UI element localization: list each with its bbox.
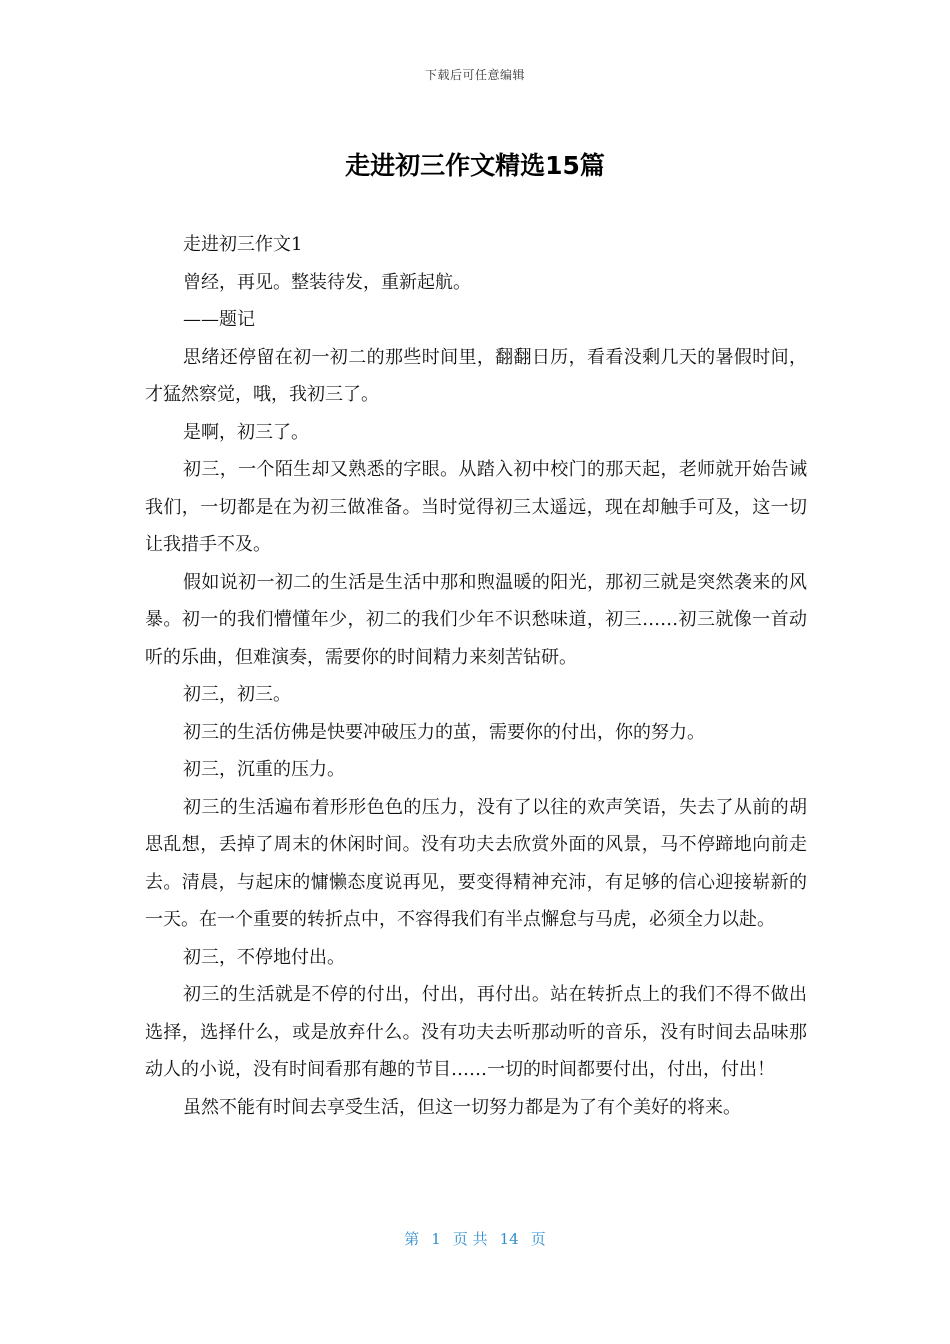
paragraph: 初三，一个陌生却又熟悉的字眼。从踏入初中校门的那天起，老师就开始告诫我们，一切都是在为初三做准备。当时觉得初三太遥远，现在却触手可及，这一切让我措手不及。 (145, 459, 807, 555)
footer-middle: 页 共 (452, 1230, 488, 1248)
footer-prefix: 第 (404, 1230, 420, 1248)
document-title: 走进初三作文精选15篇 (345, 151, 605, 180)
paragraph: 初三的生活遍布着形形色色的压力，没有了以往的欢声笑语，失去了从前的胡思乱想，丢掉了周末的休闲时间。没有功夫去欣赏外面的风景，马不停蹄地向前走去。清晨，与起床的慵懒态度说再见，要变得精神充沛，有足够的信心迎接崭新的一天。在一个重要的转折点中，不容得我们有半点懈怠与马虎，必须全力以赴。 (145, 796, 807, 930)
epigraph-label: ——题记 (183, 309, 255, 330)
paragraph: 初三的生活就是不停的付出，付出，再付出。站在转折点上的我们不得不做出选择，选择什么，或是放弃什么。没有功夫去听那动听的音乐，没有时间去品味那动人的小说，没有时间看那有趣的节目……一切的时间都要付出，付出，付出！ (145, 984, 807, 1080)
document-body (145, 226, 807, 1126)
paragraph: 初三，沉重的压力。 (183, 759, 345, 780)
paragraph: 初三的生活仿佛是快要冲破压力的茧，需要你的付出，你的努力。 (183, 721, 705, 743)
section-heading: 走进初三作文1 (183, 234, 303, 255)
paragraph: 初三，初三。 (183, 684, 291, 705)
footer-current-page: 1 (431, 1230, 441, 1248)
footer-total-pages: 14 (499, 1230, 519, 1248)
header-note: 下载后可任意编辑 (424, 68, 525, 82)
paragraph: 虽然不能有时间去享受生活，但这一切努力都是为了有个美好的将来。 (183, 1096, 741, 1118)
paragraph: 曾经，再见。整装待发，重新起航。 (183, 271, 471, 293)
paragraph: 假如说初一初二的生活是生活中那和煦温暖的阳光，那初三就是突然袭来的风暴。初一的我们懵懂年少，初二的我们少年不识愁味道，初三……初三就像一首动听的乐曲，但难演奏，需要你的时间精力来刻苦钻研。 (145, 571, 807, 668)
footer-suffix: 页 (530, 1230, 546, 1248)
page-footer (0, 1228, 950, 1249)
paragraph: 思绪还停留在初一初二的那些时间里，翻翻日历，看看没剩几天的暑假时间，才猛然察觉，哦，我初三了。 (145, 346, 807, 405)
paragraph: 是啊，初三了。 (183, 421, 309, 443)
paragraph: 初三，不停地付出。 (183, 946, 345, 968)
